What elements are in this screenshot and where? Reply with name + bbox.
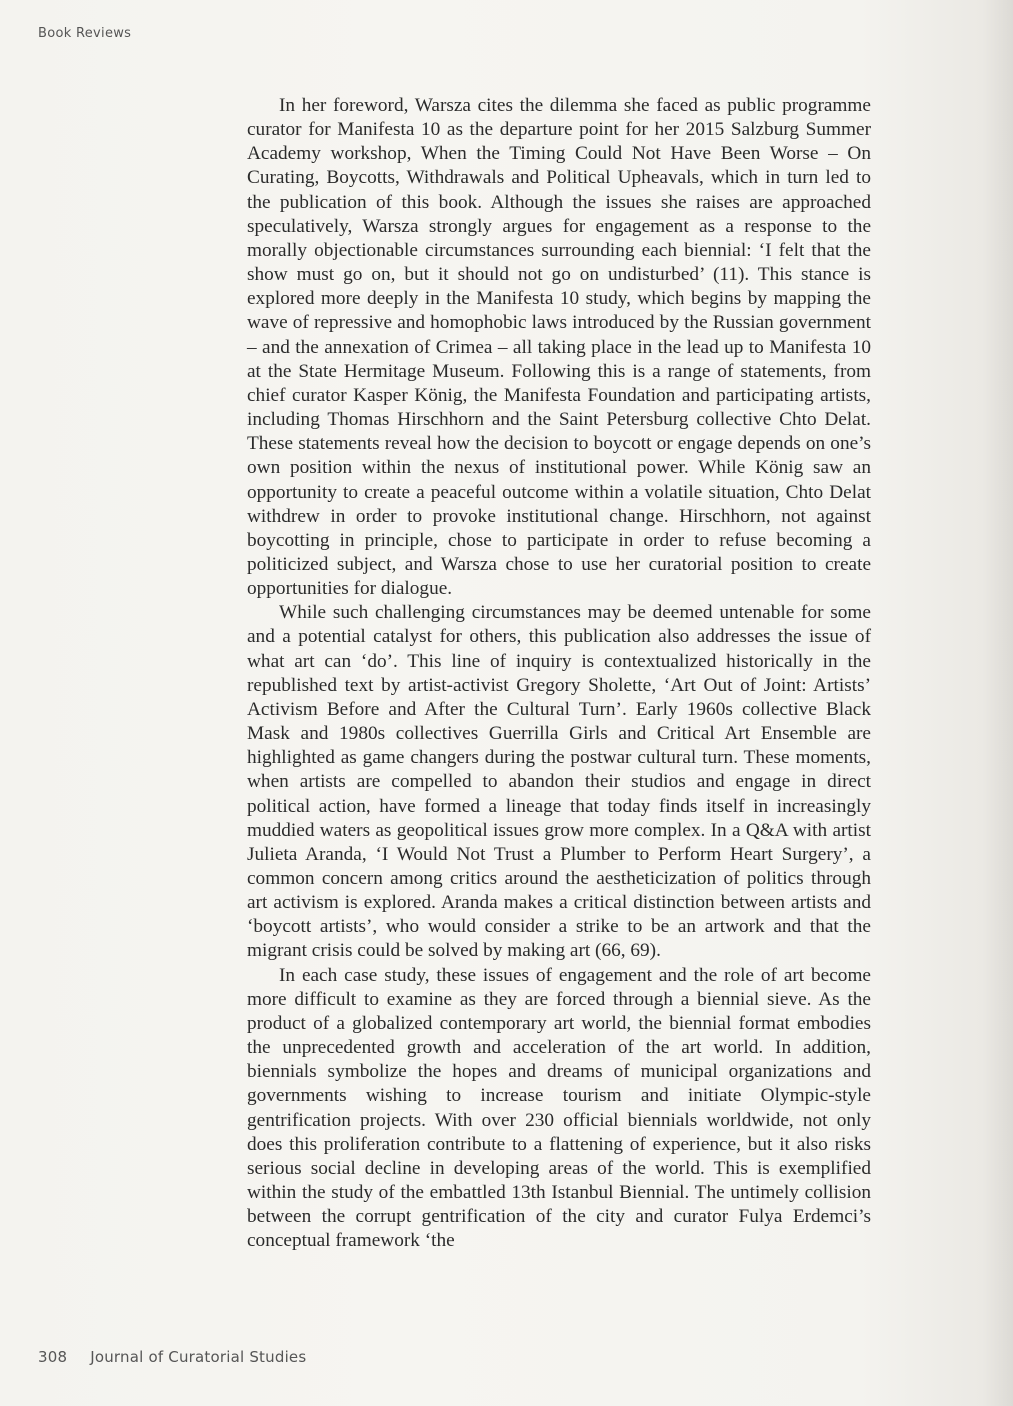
review-body (247, 94, 871, 1254)
running-head: Book Reviews (38, 26, 132, 41)
paragraph-3: In each case study, these issues of engagement and the role of art become more difficult to examine as they are forced through a biennial sieve. As the product of a globalized contemporary art world, the biennial format embodies the unprecedented growth and acceleration of the art world. In addition, biennials symbolize the hopes and dreams of municipal organizations and governments wishing to increase tourism and initiate Olympic-style gentrification projects. With over 230 official biennials worldwide, not only does this proliferation contribute to a flattening of experience, but it also risks serious social decline in developing areas of the world. This is exemplified within the study of the embattled 13th Istanbul Biennial. The untimely collision between the corrupt gentrification of the city and curator Fulya Erdemci’s conceptual framework ‘the (247, 964, 871, 1252)
paragraph-1: In her foreword, Warsza cites the dilemma she faced as public programme curator for Manifesta 10 as the departure point for her 2015 Salzburg Summer Academy workshop, When the Timing Could Not Have Been Worse – On Curating, Boycotts, Withdrawals and Political Upheavals, which in turn led to the publication of this book. Although the issues she raises are approached speculatively, Warsza strongly argues for engagement as a response to the morally objectionable circumstances surrounding each biennial: ‘I felt that the show must go on, but it should not go on undisturbed’ (11). This stance is explored more deeply in the Manifesta 10 study, which begins by mapping the wave of repressive and homophobic laws introduced by the Russian government – and the annexation of Crimea – all taking place in the lead up to Manifesta 10 at the State Hermitage Museum. Following this is a range of statements, from chief curator Kasper König, the Manifesta Foundation and participating artists, including Thomas Hirschhorn and the Saint Petersburg collective Chto Delat. These statements reveal how the decision to boycott or engage depends on one’s own position within the nexus of institutional power. While König saw an opportunity to create a peaceful outcome within a volatile situation, Chto Delat withdrew in order to provoke institutional change. Hirschhorn, not against boycotting in principle, chose to participate in order to refuse becoming a politicized subject, and Warsza chose to use her curatorial position to create opportunities for dialogue. (247, 95, 871, 600)
journal-title: Journal of Curatorial Studies (90, 1348, 307, 1366)
page-number: 308 (38, 1348, 68, 1366)
page-footer (38, 1348, 306, 1366)
paragraph-2: While such challenging circumstances may be deemed untenable for some and a potential catalyst for others, this publication also addresses the issue of what art can ‘do’. This line of inquiry is contextualized historically in the republished text by artist-activist Gregory Sholette, ‘Art Out of Joint: Artists’ Activism Before and After the Cultural Turn’. Early 1960s collective Black Mask and 1980s collectives Guerrilla Girls and Critical Art Ensemble are highlighted as game changers during the postwar cultural turn. These moments, when artists are compelled to abandon their studios and engage in direct political action, have formed a lineage that today finds itself in increasingly muddied waters as geopolitical issues grow more complex. In a Q&A with artist Julieta Aranda, ‘I Would Not Trust a Plumber to Perform Heart Surgery’, a common concern among critics around the aestheticization of politics through art activism is explored. Aranda makes a critical distinction between artists and ‘boycott artists’, who would consider a strike to be an artwork and that the migrant crisis could be solved by making art (66, 69). (247, 602, 871, 962)
